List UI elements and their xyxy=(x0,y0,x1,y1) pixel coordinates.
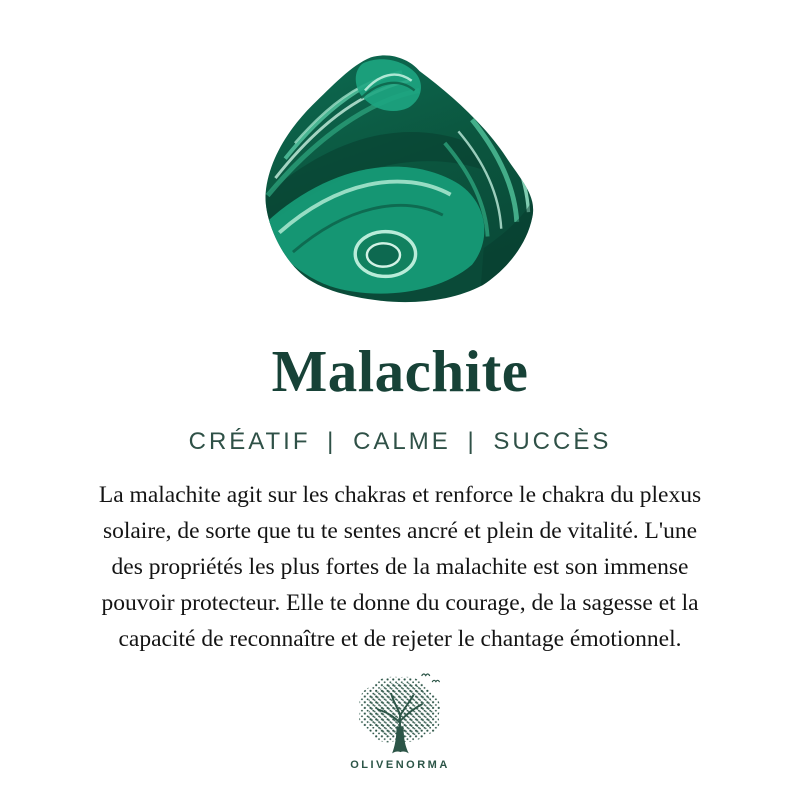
brand-logo xyxy=(0,672,800,771)
product-tagline: CRÉATIF | CALME | SUCCÈS xyxy=(188,428,612,455)
malachite-stone-icon xyxy=(254,46,546,316)
olive-tree-icon xyxy=(350,672,450,756)
description-line: des propriétés les plus fortes de la malachite est son immense xyxy=(111,554,689,580)
product-description xyxy=(0,477,800,657)
description-line: La malachite agit sur les chakras et renforce le chakra du plexus xyxy=(98,482,702,508)
malachite-stone-image xyxy=(254,46,546,316)
brand-name: OLIVENORMA xyxy=(350,759,450,771)
description-line: pouvoir protecteur. Elle te donne du courage, de la sagesse et la xyxy=(101,590,699,616)
description-line: capacité de reconnaître et de rejeter le chantage émotionnel. xyxy=(118,626,682,652)
description-line: solaire, de sorte que tu te sentes ancré et plein de vitalité. L'une xyxy=(102,518,698,544)
product-title: Malachite xyxy=(271,338,529,404)
